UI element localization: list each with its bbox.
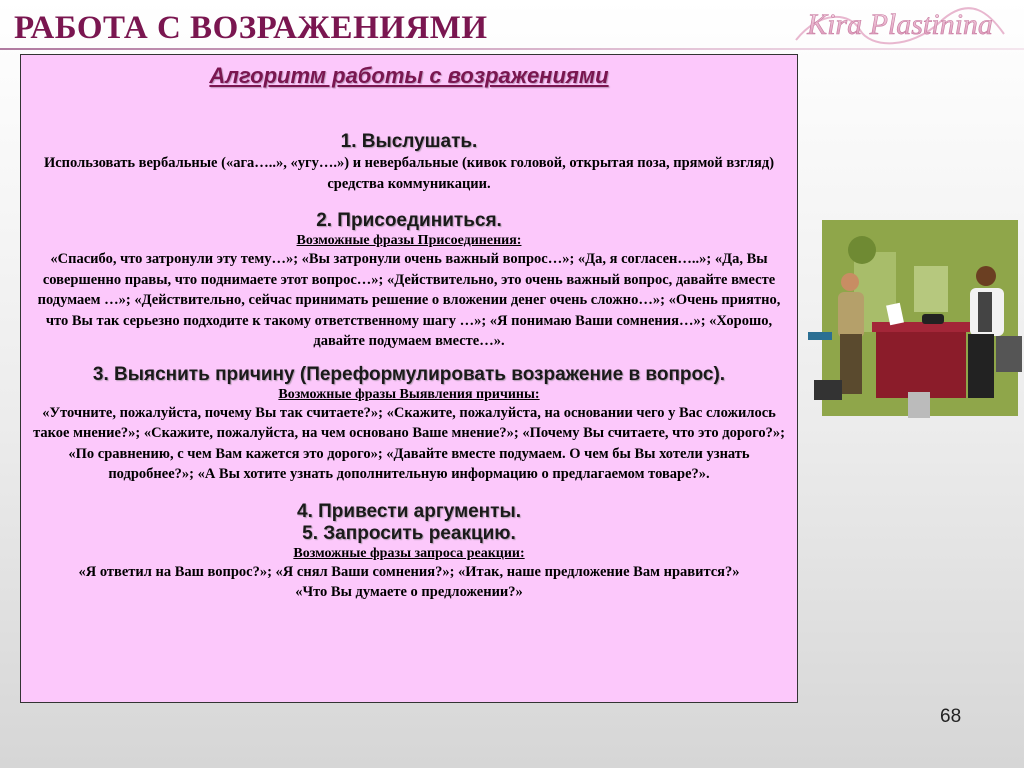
wastebasket-icon: [908, 392, 930, 418]
briefcase-icon: [814, 380, 842, 400]
phone-icon: [922, 314, 944, 324]
step-5-text-last: «Что Вы думаете о предложении?»: [295, 584, 523, 600]
step-5-subheading: Возможные фразы запроса реакции:: [293, 545, 525, 561]
step-1-heading: 1. Выслушать.: [340, 131, 478, 152]
page-number: 68: [940, 706, 962, 727]
step-3-subheading: Возможные фразы Выявления причины:: [278, 386, 540, 402]
plant-icon: [848, 236, 876, 264]
desk: [876, 328, 966, 398]
content-box: [20, 54, 798, 703]
person-right-head: [976, 266, 996, 286]
desk-top: [872, 322, 970, 332]
window: [914, 266, 948, 312]
step-5-text: «Я ответил на Ваш вопрос?»; «Я снял Ваши сомнения?»; «Итак, наше предложение Вам нравится?»: [78, 563, 740, 580]
chair-left: [808, 332, 832, 340]
signature-text: Kira Plastinina: [807, 8, 993, 41]
slide-title: РАБОТА С ВОЗРАЖЕНИЯМИ: [14, 10, 488, 46]
step-1-text: Использовать вербальные («ага…..», «угу….») и невербальные (кивок головой, открытая поза, прямой взгляд) средства коммуникации.: [43, 155, 775, 192]
step-3: [33, 364, 785, 485]
person-right-legs: [968, 334, 994, 398]
step-3-text: «Уточните, пожалуйста, почему Вы так считаете?»; «Скажите, пожалуйста, на основании чего у Вас сложилось такое мнение?»; «Скажите, пожалуйста, на чем основано Ваше мнение?»; «Почему Вы считаете, что это дорого?»; «По сравнению, с чем Вам кажется это дорого»; «Давайте вместе подумаем. О чем бы Вы хотели узнать подробнее?»; «А Вы хотите узнать дополнительную информацию о предлагаемом товаре?».: [33, 404, 785, 482]
step-2-subheading: Возможные фразы Присоединения:: [296, 233, 522, 248]
step-3-heading: 3. Выяснить причину (Переформулировать возражение в вопрос).: [92, 363, 726, 385]
step-4-heading: 4. Привести аргументы.: [297, 500, 521, 522]
step-1: [33, 131, 785, 194]
step-4-5: [33, 501, 785, 603]
person-left-head: [841, 273, 859, 291]
step-2: [33, 210, 785, 352]
business-meeting-illustration: [804, 216, 1024, 426]
algorithm-title: Алгоритм работы с возражениями: [209, 63, 609, 88]
step-2-text: «Спасибо, что затронули эту тему…»; «Вы затронули очень важный вопрос…»; «Да, я согласен…..»; «Да, Вы совершенно правы, что поднимаете этот вопрос…»; «Действительно, это очень важный вопрос, давайте вместе подумаем …»; «Действительно, сейчас принимать решение о вложении денег очень сложно…»; «Очень приятно, что Вы так серьезно подходите к такому ответственному шагу …»; «Я понимаю Ваши сомнения…»; «Хорошо, давайте подумаем вместе…».: [37, 251, 781, 349]
step-5-heading: 5. Запросить реакцию.: [302, 522, 516, 544]
signature-logo: [790, 0, 1010, 60]
chair-right: [996, 336, 1022, 372]
person-left-legs: [840, 334, 862, 394]
person-right-vest: [978, 292, 992, 332]
person-left-body: [838, 292, 864, 338]
step-2-heading: 2. Присоединиться.: [316, 210, 502, 231]
